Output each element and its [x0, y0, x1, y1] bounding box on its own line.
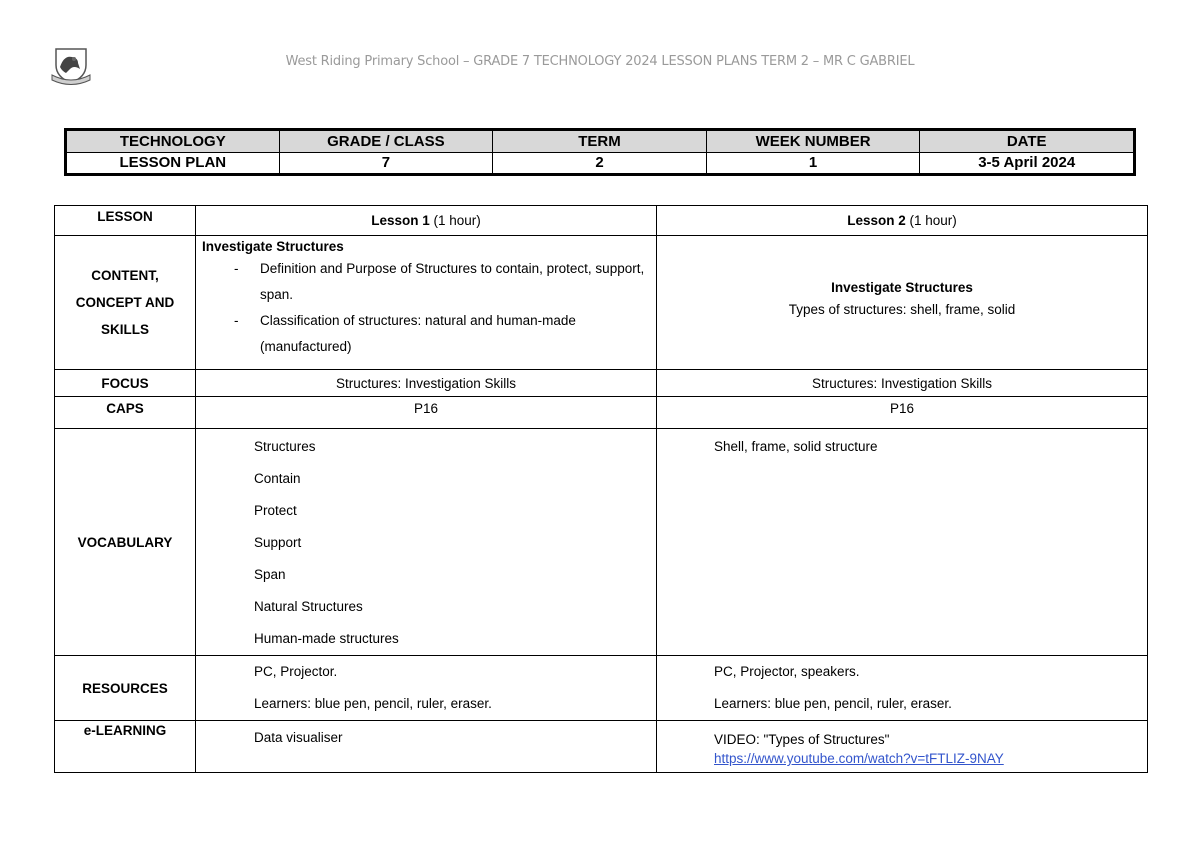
lesson1-caps: P16	[196, 397, 657, 429]
lesson-label: LESSON	[55, 206, 196, 236]
youtube-video-link[interactable]: https://www.youtube.com/watch?v=tFTLIZ-9NAY	[714, 751, 1004, 766]
lesson2-focus: Structures: Investigation Skills	[657, 370, 1148, 397]
lesson1-resources	[196, 656, 657, 721]
caps-label: CAPS	[55, 397, 196, 429]
focus-label: FOCUS	[55, 370, 196, 397]
lesson1-focus: Structures: Investigation Skills	[196, 370, 657, 397]
resource-item: Learners: blue pen, pencil, ruler, eraser.	[254, 696, 492, 711]
lesson1-duration: (1 hour)	[433, 213, 481, 228]
summary-value-grade: 7	[279, 152, 493, 175]
vocabulary-item: Support	[254, 535, 302, 550]
summary-value-term: 2	[493, 152, 707, 175]
lesson1-content	[196, 236, 657, 370]
content-row	[55, 236, 1148, 370]
lesson1-content-item-text: Definition and Purpose of Structures to contain, protect, support, span.	[260, 261, 645, 302]
lesson2-content	[657, 236, 1148, 370]
resources-label: RESOURCES	[55, 656, 196, 721]
lesson2-resources	[657, 656, 1148, 721]
lesson2-header	[657, 206, 1148, 236]
resource-item: PC, Projector.	[254, 664, 338, 679]
vocabulary-item: Contain	[254, 471, 301, 486]
elearning-row	[55, 721, 1148, 773]
lesson1-title: Lesson 1	[371, 213, 430, 228]
vocabulary-item: Protect	[254, 503, 297, 518]
list-item: - Definition and Purpose of Structures to contain, protect, support, span.	[234, 261, 645, 302]
lesson2-caps: P16	[657, 397, 1148, 429]
elearning-label: e-LEARNING	[55, 721, 196, 773]
vocabulary-item: Human-made structures	[254, 631, 399, 646]
lesson1-content-list	[202, 256, 650, 360]
content-label: CONTENT, CONCEPT AND SKILLS	[55, 236, 196, 370]
caps-row	[55, 397, 1148, 429]
summary-header-week: WEEK NUMBER	[706, 130, 920, 153]
lesson2-duration: (1 hour)	[909, 213, 957, 228]
focus-row	[55, 370, 1148, 397]
resource-item: PC, Projector, speakers.	[714, 664, 860, 679]
vocabulary-label: VOCABULARY	[55, 429, 196, 656]
vocabulary-item: Span	[254, 567, 286, 582]
lesson1-vocabulary	[196, 429, 657, 656]
lesson1-content-item-text: Classification of structures: natural and human-made (manufactured)	[260, 313, 576, 354]
lesson-summary-table	[64, 128, 1136, 176]
summary-value-date: 3-5 April 2024	[920, 152, 1135, 175]
resources-row	[55, 656, 1148, 721]
lesson2-content-text: Types of structures: shell, frame, solid	[788, 301, 1016, 317]
vocabulary-row	[55, 429, 1148, 656]
lesson2-video-title: VIDEO: "Types of Structures"	[714, 732, 890, 747]
lesson1-content-heading: Investigate Structures	[202, 239, 344, 254]
page-header-title: West Riding Primary School – GRADE 7 TECHNOLOGY 2024 LESSON PLANS TERM 2 – MR C GABRIEL	[285, 54, 915, 69]
lesson1-header	[196, 206, 657, 236]
summary-value-week: 1	[706, 152, 920, 175]
lesson2-title: Lesson 2	[847, 213, 906, 228]
vocabulary-item: Natural Structures	[254, 599, 363, 614]
summary-value-row	[66, 152, 1135, 175]
summary-header-row	[66, 130, 1135, 153]
summary-header-term: TERM	[493, 130, 707, 153]
lesson-plan-table	[54, 205, 1148, 773]
summary-header-technology: TECHNOLOGY	[66, 130, 280, 153]
lesson-row	[55, 206, 1148, 236]
lesson2-content-heading: Investigate Structures	[831, 279, 973, 295]
lesson1-elearning: Data visualiser	[196, 721, 657, 773]
summary-header-date: DATE	[920, 130, 1135, 153]
summary-value-lesson-plan: LESSON PLAN	[66, 152, 280, 175]
vocabulary-item: Structures	[254, 439, 316, 454]
summary-header-grade: GRADE / CLASS	[279, 130, 493, 153]
lesson2-vocabulary: Shell, frame, solid structure	[657, 429, 1148, 656]
resource-item: Learners: blue pen, pencil, ruler, eraser.	[714, 696, 952, 711]
lesson2-elearning	[657, 721, 1148, 773]
list-item: - Classification of structures: natural and human-made (manufactured)	[234, 313, 576, 354]
